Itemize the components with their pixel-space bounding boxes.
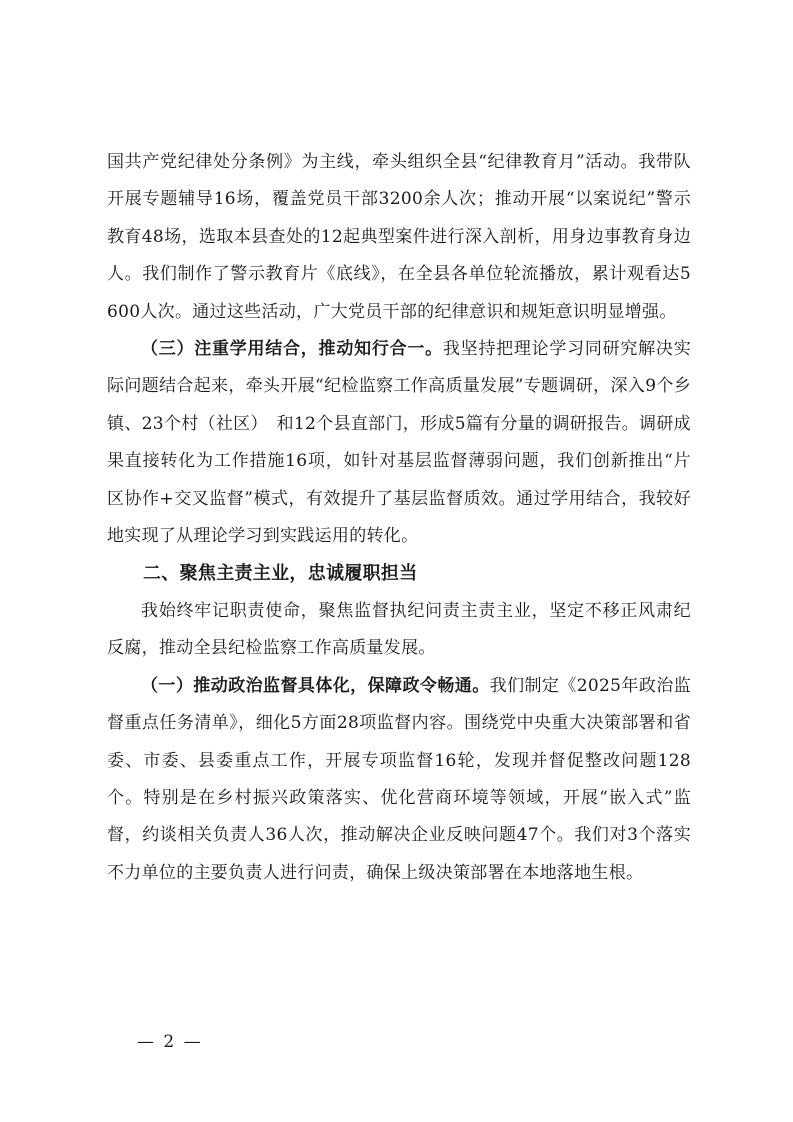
document-body bbox=[107, 144, 691, 892]
section-heading-duties: 二、聚焦主责主业，忠诚履职担当 bbox=[143, 563, 418, 585]
paragraph-body: 我坚持把理论学习同研究解决实际问题结合起来，牵头开展“纪检监察工作高质量发展”专题调研，深入9个乡镇、23个村（社区） 和12个县直部门，形成5篇有分量的调研报告。调研成果直接转化为工作措施16项，如针对基层监督薄弱问题，我们创新推出“片区协作+交叉监督”模式，有效提升了基层监督质效。通过学用结合，我较好地实现了从理论学习到实践运用的转化。 bbox=[107, 339, 691, 547]
paragraph-political-supervision bbox=[107, 668, 691, 892]
paragraph-continuation: 国共产党纪律处分条例》为主线，牵头组织全县“纪律教育月”活动。我带队开展专题辅导16场，覆盖党员干部3200余人次；推动开展“以案说纪”警示教育48场，选取本县查处的12起典型案件进行深入剖析，用身边事教育身边人。我们制作了警示教育片《底线》，在全县各单位轮流播放，累计观看达5600人次。通过这些活动，广大党员干部的纪律意识和规矩意识明显增强。 bbox=[107, 152, 691, 322]
subheading-study-application: （三）注重学用结合，推动知行合一。 bbox=[141, 339, 443, 360]
subheading-political-supervision: （一）推动政治监督具体化，保障政令畅通。 bbox=[141, 675, 490, 696]
paragraph-duties-intro: 我始终牢记职责使命，聚焦监督执纪问责主责主业，坚定不移正风肃纪反腐，推动全县纪检监察工作高质量发展。 bbox=[107, 600, 691, 659]
paragraph-study-application bbox=[107, 331, 691, 555]
paragraph-body: 我们制定《2025年政治监督重点任务清单》，细化5方面28项监督内容。围绕党中央重大决策部署和省委、市委、县委重点工作，开展专项监督16轮，发现并督促整改问题128个。特别是在乡村振兴政策落实、优化营商环境等领域，开展“嵌入式”监督，约谈相关负责人36人次，推动解决企业反映问题47个。我们对3个落实不力单位的主要负责人进行问责，确保上级决策部署在本地落地生根。 bbox=[107, 675, 691, 883]
page-number: — 2 — bbox=[137, 1032, 203, 1052]
